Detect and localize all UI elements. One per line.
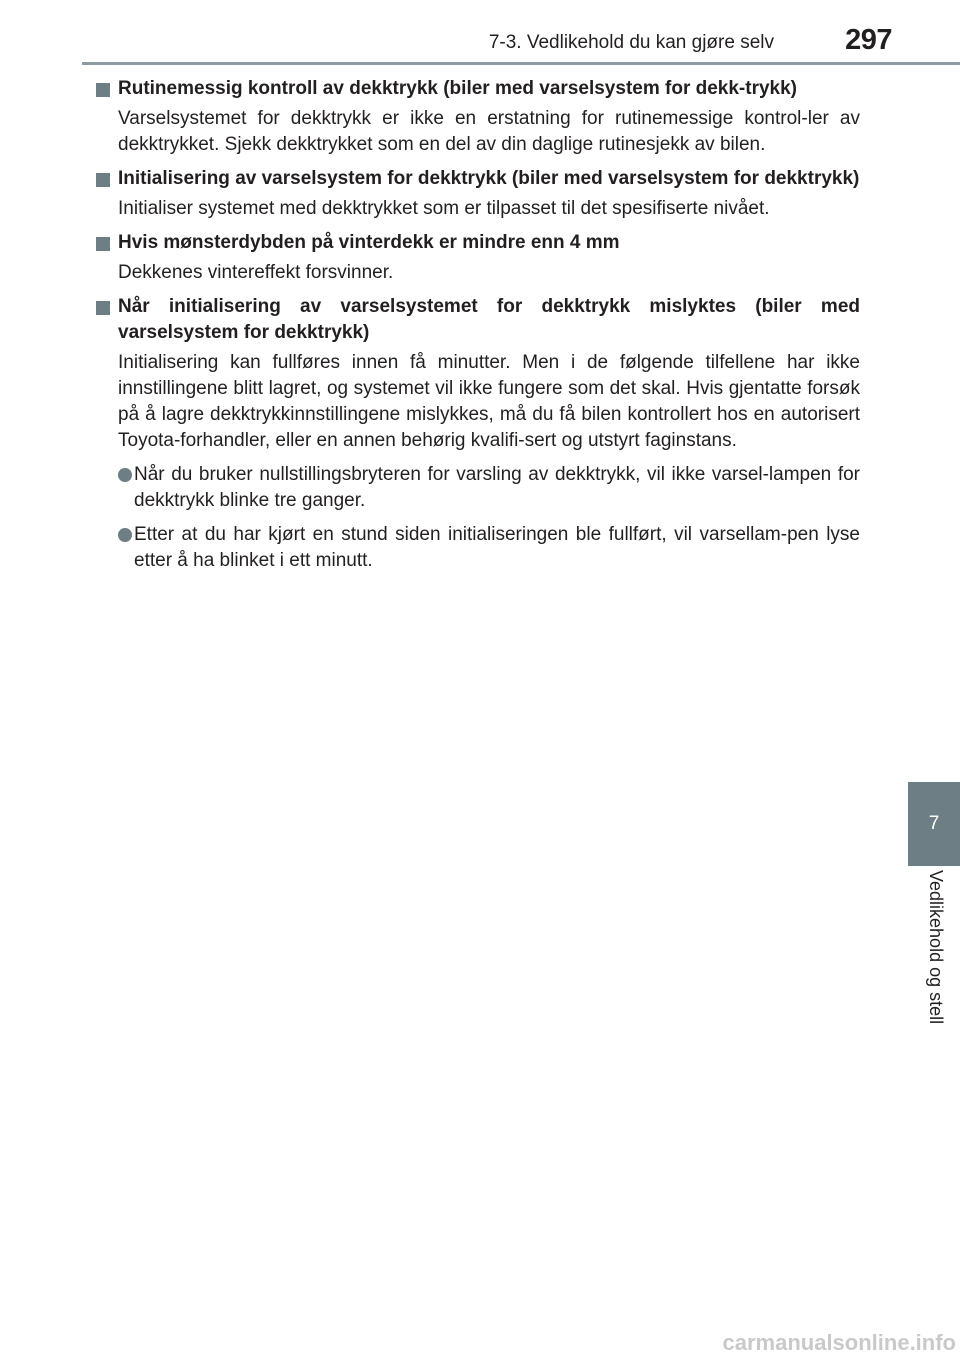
section-body: Initialiser systemet med dekktrykket som er tilpasset til det spesifiserte nivået. xyxy=(118,198,770,219)
page-number: 297 xyxy=(845,24,892,56)
section-heading: Rutinemessig kontroll av dekktrykk (biler med varselsystem for dekk-trykk) xyxy=(96,76,860,102)
chapter-label-container xyxy=(908,870,960,1065)
chapter-number: 7 xyxy=(928,813,940,834)
square-bullet-icon xyxy=(96,173,110,187)
section-body: Varselsystemet for dekktrykk er ikke en erstatning for rutinemessige kontrol-ler av dekktrykket. Sjekk dekktrykket som en del av din daglige rutinesjekk av bilen. xyxy=(118,108,860,155)
round-bullet-icon xyxy=(118,528,132,542)
square-bullet-icon xyxy=(96,83,110,97)
list-item: Etter at du har kjørt en stund siden initialiseringen ble fullført, vil varsellam-pen lyse etter å ha blinket i ett minutt. xyxy=(96,522,860,574)
section-heading: Initialisering av varselsystem for dekktrykk (biler med varselsystem for dekktrykk) xyxy=(96,166,860,192)
section-heading: Når initialisering av varselsystemet for dekktrykk mislyktes (biler med varselsystem for dekktrykk) xyxy=(96,294,860,346)
chapter-tab[interactable] xyxy=(908,782,960,866)
list-item: Når du bruker nullstillingsbryteren for varsling av dekktrykk, vil ikke varsel-lampen for dekktrykk blinke tre ganger. xyxy=(96,462,860,514)
header-divider xyxy=(82,62,960,65)
section-body: Initialisering kan fullføres innen få minutter. Men i de følgende tilfellene har ikke innstillingene blitt lagret, og systemet vil ikke fungere som det skal. Hvis gjentatte forsøk på å lagre dekktrykkinnstillingene mislykkes, må du få bilen kontrollert hos en autorisert Toyota-forhandler, eller en annen behørig kvalifi-sert og utstyrt faginstans. xyxy=(118,352,860,451)
page-header xyxy=(82,24,892,58)
section-body: Dekkenes vintereffekt forsvinner. xyxy=(118,262,394,283)
section-winter-tread xyxy=(96,230,860,286)
chapter-label: Vedlikehold og stell xyxy=(926,870,946,1025)
watermark: carmanualsonline.info xyxy=(722,1330,956,1355)
square-bullet-icon xyxy=(96,301,110,315)
square-bullet-icon xyxy=(96,237,110,251)
section-tire-pressure-check xyxy=(96,76,860,158)
section-title: 7-3. Vedlikehold du kan gjøre selv xyxy=(488,32,774,53)
section-heading: Hvis mønsterdybden på vinterdekk er mindre enn 4 mm xyxy=(96,230,860,256)
section-initialization xyxy=(96,166,860,222)
round-bullet-icon xyxy=(118,468,132,482)
section-initialization-failed xyxy=(96,294,860,574)
page-content xyxy=(96,76,860,582)
